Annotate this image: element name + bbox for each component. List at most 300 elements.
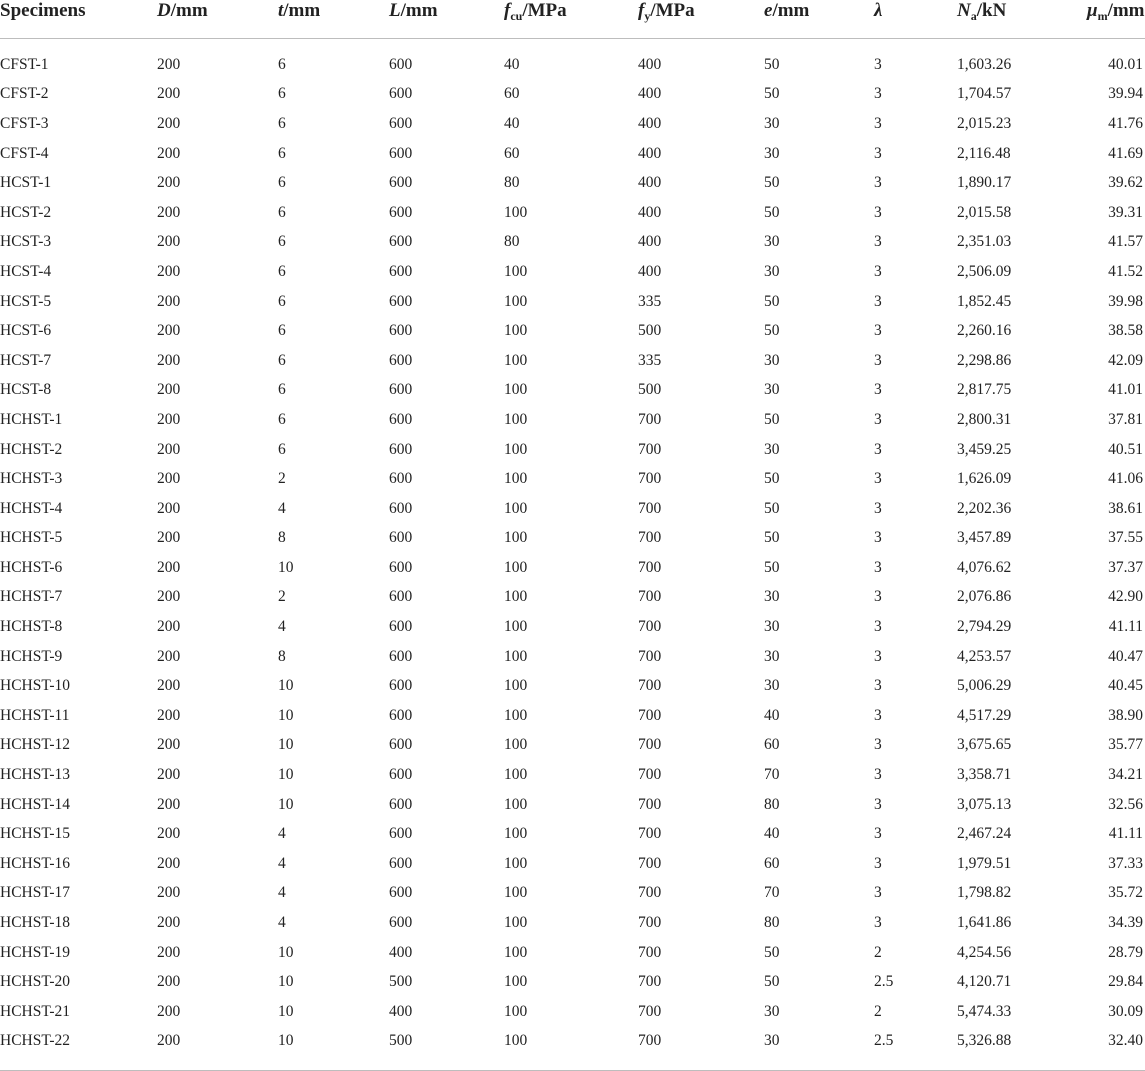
- table-cell: 400: [638, 114, 662, 132]
- table-cell: 10: [278, 795, 294, 813]
- table-row: [0, 997, 1145, 1027]
- specimen-name-cell: HCHST-21: [0, 1002, 71, 1020]
- table-cell: 38.58: [1108, 322, 1143, 340]
- table-cell: 3: [874, 322, 882, 340]
- table-cell: 5,006.29: [957, 677, 1012, 695]
- table-cell: 200: [157, 351, 181, 369]
- table-row: [0, 464, 1145, 494]
- table-cell: 42.09: [1108, 351, 1143, 369]
- specimen-name-cell: HCHST-2: [0, 440, 63, 458]
- table-cell: 10: [278, 706, 294, 724]
- table-cell: 4: [278, 884, 286, 902]
- column-header: [1087, 0, 1145, 39]
- table-cell: 10: [278, 943, 294, 961]
- table-row: [0, 50, 1145, 80]
- table-cell: 600: [389, 410, 413, 428]
- table-cell: 30: [764, 144, 780, 162]
- column-header: [957, 0, 1087, 39]
- column-header: [389, 0, 504, 39]
- table-row: [0, 612, 1145, 642]
- table-cell: 30: [764, 114, 780, 132]
- table-cell: 700: [638, 410, 662, 428]
- table-cell: 50: [764, 85, 780, 103]
- specimen-name-cell: HCST-4: [0, 262, 52, 280]
- specimen-name-cell: HCHST-5: [0, 529, 63, 547]
- table-cell: 50: [764, 292, 780, 310]
- header-symbol: f: [638, 0, 645, 21]
- table-cell: 2,015.23: [957, 114, 1012, 132]
- table-cell: 6: [278, 410, 286, 428]
- specimen-name-cell: HCHST-13: [0, 766, 71, 784]
- table-cell: 50: [764, 558, 780, 576]
- header-unit: /MPa: [522, 0, 567, 21]
- table-cell: 2: [874, 943, 882, 961]
- table-cell: 100: [504, 795, 528, 813]
- table-cell: 80: [764, 914, 780, 932]
- table-cell: 2,506.09: [957, 262, 1012, 280]
- table-cell: 3: [874, 174, 882, 192]
- specimen-name-cell: HCHST-6: [0, 558, 63, 576]
- table-cell: 700: [638, 558, 662, 576]
- table-cell: 2,298.86: [957, 351, 1012, 369]
- table-cell: 30: [764, 677, 780, 695]
- table-cell: 700: [638, 588, 662, 606]
- table-cell: 6: [278, 440, 286, 458]
- table-cell: 700: [638, 618, 662, 636]
- table-cell: 700: [638, 795, 662, 813]
- table-cell: 80: [504, 174, 520, 192]
- table-cell: 30: [764, 1002, 780, 1020]
- table-cell: 6: [278, 85, 286, 103]
- table-cell: 8: [278, 647, 286, 665]
- table-cell: 200: [157, 233, 181, 251]
- column-header: [504, 0, 638, 39]
- specimen-name-cell: HCHST-3: [0, 470, 63, 488]
- table-cell: 100: [504, 706, 528, 724]
- specimen-name-cell: HCST-1: [0, 174, 52, 192]
- table-cell: 100: [504, 766, 528, 784]
- table-cell: 3: [874, 144, 882, 162]
- table-cell: 1,641.86: [957, 914, 1012, 932]
- table-cell: 3: [874, 884, 882, 902]
- table-row: [0, 967, 1145, 997]
- table-cell: 3: [874, 292, 882, 310]
- table-cell: 39.62: [1108, 174, 1143, 192]
- table-cell: 200: [157, 854, 181, 872]
- table-cell: 42.90: [1108, 588, 1143, 606]
- header-unit: /mm: [772, 0, 810, 21]
- table-cell: 200: [157, 677, 181, 695]
- table-cell: 30: [764, 233, 780, 251]
- table-cell: 10: [278, 1032, 294, 1050]
- specimen-name-cell: HCHST-9: [0, 647, 63, 665]
- table-row: [0, 316, 1145, 346]
- table-cell: 6: [278, 203, 286, 221]
- table-cell: 100: [504, 381, 528, 399]
- column-header: [874, 0, 957, 39]
- table-row: [0, 524, 1145, 554]
- table-cell: 2,351.03: [957, 233, 1012, 251]
- table-cell: 4,120.71: [957, 973, 1012, 991]
- table-cell: 100: [504, 884, 528, 902]
- specimen-name-cell: HCHST-15: [0, 825, 71, 843]
- table-cell: 60: [504, 85, 520, 103]
- table-cell: 37.81: [1108, 410, 1143, 428]
- table-cell: 4: [278, 854, 286, 872]
- table-row: [0, 879, 1145, 909]
- table-cell: 600: [389, 914, 413, 932]
- table-cell: 200: [157, 85, 181, 103]
- table-cell: 6: [278, 322, 286, 340]
- table-cell: 200: [157, 736, 181, 754]
- table-cell: 100: [504, 351, 528, 369]
- table-cell: 40: [764, 706, 780, 724]
- table-cell: 3: [874, 647, 882, 665]
- table-cell: 6: [278, 174, 286, 192]
- table-cell: 700: [638, 766, 662, 784]
- table-cell: 3: [874, 85, 882, 103]
- table-cell: 4,254.56: [957, 943, 1012, 961]
- table-cell: 50: [764, 203, 780, 221]
- table-cell: 200: [157, 499, 181, 517]
- table-cell: 700: [638, 736, 662, 754]
- table-cell: 3: [874, 381, 882, 399]
- table-cell: 700: [638, 854, 662, 872]
- table-cell: 30: [764, 1032, 780, 1050]
- specimen-name-cell: HCHST-14: [0, 795, 71, 813]
- table-cell: 1,890.17: [957, 174, 1012, 192]
- table-cell: 3: [874, 499, 882, 517]
- table-cell: 2: [278, 470, 286, 488]
- table-cell: 200: [157, 529, 181, 547]
- header-unit: /mm: [283, 0, 321, 21]
- table-cell: 100: [504, 410, 528, 428]
- table-cell: 200: [157, 1002, 181, 1020]
- table-cell: 200: [157, 795, 181, 813]
- table-row: [0, 819, 1145, 849]
- table-cell: 8: [278, 529, 286, 547]
- table-cell: 2,794.29: [957, 618, 1012, 636]
- table-cell: 40.01: [1108, 55, 1143, 73]
- table-cell: 200: [157, 292, 181, 310]
- table-cell: 600: [389, 529, 413, 547]
- table-cell: 3: [874, 618, 882, 636]
- table-cell: 100: [504, 440, 528, 458]
- table-cell: 335: [638, 292, 662, 310]
- table-row: [0, 287, 1145, 317]
- header-subscript: cu: [510, 9, 523, 23]
- table-cell: 50: [764, 973, 780, 991]
- table-cell: 6: [278, 233, 286, 251]
- table-cell: 700: [638, 677, 662, 695]
- header-unit: /kN: [976, 0, 1007, 21]
- table-cell: 400: [638, 55, 662, 73]
- table-cell: 200: [157, 410, 181, 428]
- specimen-name-cell: HCHST-11: [0, 706, 70, 724]
- header-symbol: N: [957, 0, 971, 21]
- table-cell: 600: [389, 795, 413, 813]
- table-cell: 32.56: [1108, 795, 1143, 813]
- specimen-name-cell: CFST-3: [0, 114, 49, 132]
- specimen-name-cell: HCHST-20: [0, 973, 71, 991]
- table-cell: 700: [638, 914, 662, 932]
- table-cell: 200: [157, 825, 181, 843]
- table-cell: 30: [764, 440, 780, 458]
- table-cell: 37.33: [1108, 854, 1143, 872]
- table-cell: 2,817.75: [957, 381, 1012, 399]
- table-cell: 3,358.71: [957, 766, 1012, 784]
- table-row: [0, 938, 1145, 968]
- table-cell: 600: [389, 499, 413, 517]
- table-cell: 3: [874, 470, 882, 488]
- table-cell: 41.76: [1108, 114, 1143, 132]
- specimen-name-cell: HCHST-8: [0, 618, 63, 636]
- table-cell: 700: [638, 1032, 662, 1050]
- table-cell: 600: [389, 766, 413, 784]
- table-cell: 3: [874, 588, 882, 606]
- header-symbol: t: [278, 0, 284, 21]
- table-cell: 600: [389, 174, 413, 192]
- table-cell: 1,704.57: [957, 85, 1012, 103]
- table-cell: 3: [874, 766, 882, 784]
- table-cell: 4: [278, 618, 286, 636]
- table-cell: 4,253.57: [957, 647, 1012, 665]
- table-cell: 10: [278, 973, 294, 991]
- table-cell: 600: [389, 854, 413, 872]
- table-cell: 41.57: [1108, 233, 1143, 251]
- table-cell: 10: [278, 1002, 294, 1020]
- table-cell: 700: [638, 1002, 662, 1020]
- table-cell: 4,517.29: [957, 706, 1012, 724]
- table-cell: 37.55: [1108, 529, 1143, 547]
- table-cell: 400: [638, 144, 662, 162]
- table-cell: 200: [157, 203, 181, 221]
- table-cell: 6: [278, 262, 286, 280]
- header-subscript: y: [644, 9, 651, 23]
- header-symbol: f: [504, 0, 511, 21]
- table-cell: 700: [638, 470, 662, 488]
- table-cell: 38.61: [1108, 499, 1143, 517]
- table-row: [0, 701, 1145, 731]
- table-cell: 600: [389, 647, 413, 665]
- table-cell: 600: [389, 558, 413, 576]
- specimen-name-cell: HCST-8: [0, 381, 52, 399]
- table-cell: 100: [504, 943, 528, 961]
- table-cell: 335: [638, 351, 662, 369]
- specimen-name-cell: HCST-3: [0, 233, 52, 251]
- specimen-name-cell: HCHST-7: [0, 588, 63, 606]
- table-cell: 600: [389, 618, 413, 636]
- table-cell: 400: [638, 174, 662, 192]
- table-cell: 100: [504, 825, 528, 843]
- table-cell: 500: [638, 381, 662, 399]
- table-cell: 200: [157, 55, 181, 73]
- table-cell: 100: [504, 647, 528, 665]
- table-cell: 200: [157, 1032, 181, 1050]
- header-subscript: a: [970, 9, 977, 23]
- header-subscript: m: [1097, 9, 1108, 23]
- table-cell: 50: [764, 410, 780, 428]
- table-cell: 200: [157, 262, 181, 280]
- specimen-name-cell: HCHST-1: [0, 410, 63, 428]
- table-cell: 39.98: [1108, 292, 1143, 310]
- table-cell: 100: [504, 973, 528, 991]
- table-cell: 200: [157, 174, 181, 192]
- table-row: [0, 1027, 1145, 1057]
- table-cell: 40.51: [1108, 440, 1143, 458]
- table-cell: 3: [874, 262, 882, 280]
- table-cell: 3,457.89: [957, 529, 1012, 547]
- table-cell: 35.77: [1108, 736, 1143, 754]
- table-cell: 400: [389, 943, 413, 961]
- specimen-name-cell: CFST-4: [0, 144, 49, 162]
- table-cell: 700: [638, 440, 662, 458]
- table-cell: 700: [638, 706, 662, 724]
- table-cell: 32.40: [1108, 1032, 1143, 1050]
- table-cell: 3: [874, 706, 882, 724]
- table-cell: 5,474.33: [957, 1002, 1012, 1020]
- table-cell: 50: [764, 529, 780, 547]
- table-cell: 3: [874, 410, 882, 428]
- table-cell: 2,116.48: [957, 144, 1011, 162]
- table-cell: 2,467.24: [957, 825, 1012, 843]
- table-cell: 70: [764, 766, 780, 784]
- table-cell: 29.84: [1108, 973, 1143, 991]
- header-unit: /mm: [400, 0, 438, 21]
- table-cell: 60: [764, 854, 780, 872]
- table-cell: 3,675.65: [957, 736, 1012, 754]
- table-cell: 1,603.26: [957, 55, 1012, 73]
- table-cell: 4: [278, 914, 286, 932]
- table-cell: 200: [157, 884, 181, 902]
- table-cell: 600: [389, 292, 413, 310]
- specimen-name-cell: HCHST-22: [0, 1032, 71, 1050]
- table-cell: 1,852.45: [957, 292, 1012, 310]
- table-cell: 3: [874, 854, 882, 872]
- table-cell: 600: [389, 825, 413, 843]
- table-cell: 100: [504, 618, 528, 636]
- table-cell: 2.5: [874, 973, 894, 991]
- table-cell: 3: [874, 736, 882, 754]
- table-cell: 700: [638, 825, 662, 843]
- table-cell: 30: [764, 588, 780, 606]
- table-header: [0, 0, 1145, 39]
- table-row: [0, 790, 1145, 820]
- table-row: [0, 257, 1145, 287]
- table-cell: 200: [157, 766, 181, 784]
- table-cell: 70: [764, 884, 780, 902]
- header-symbol: e: [764, 0, 773, 21]
- table-cell: 39.94: [1108, 85, 1143, 103]
- table-cell: 6: [278, 381, 286, 399]
- table-cell: 34.39: [1108, 914, 1143, 932]
- table-cell: 1,626.09: [957, 470, 1012, 488]
- table-cell: 30: [764, 647, 780, 665]
- column-header: [0, 0, 157, 39]
- table-cell: 700: [638, 884, 662, 902]
- table-cell: 40.47: [1108, 647, 1143, 665]
- specimen-name-cell: HCST-5: [0, 292, 52, 310]
- table-cell: 3: [874, 55, 882, 73]
- table-cell: 200: [157, 943, 181, 961]
- table-cell: 41.52: [1108, 262, 1143, 280]
- table-cell: 40: [504, 55, 520, 73]
- header-unit: /mm: [170, 0, 208, 21]
- table-cell: 80: [504, 233, 520, 251]
- table-cell: 100: [504, 203, 528, 221]
- table-cell: 200: [157, 558, 181, 576]
- table-cell: 5,326.88: [957, 1032, 1012, 1050]
- table-row: [0, 405, 1145, 435]
- table-cell: 100: [504, 322, 528, 340]
- table-cell: 700: [638, 529, 662, 547]
- table-cell: 10: [278, 558, 294, 576]
- header-symbol: μ: [1087, 0, 1098, 21]
- table-row: [0, 228, 1145, 258]
- table-cell: 600: [389, 351, 413, 369]
- table-cell: 40: [764, 825, 780, 843]
- table-row: [0, 494, 1145, 524]
- header-symbol: D: [157, 0, 171, 21]
- table-cell: 200: [157, 618, 181, 636]
- table-cell: 3: [874, 233, 882, 251]
- table-cell: 6: [278, 144, 286, 162]
- table-cell: 10: [278, 677, 294, 695]
- table-cell: 2: [278, 588, 286, 606]
- table-cell: 200: [157, 706, 181, 724]
- table-cell: 50: [764, 470, 780, 488]
- specimen-name-cell: HCST-7: [0, 351, 52, 369]
- table-cell: 38.90: [1108, 706, 1143, 724]
- table-cell: 100: [504, 529, 528, 547]
- table-cell: 3: [874, 825, 882, 843]
- table-cell: 500: [638, 322, 662, 340]
- table-cell: 50: [764, 174, 780, 192]
- table-cell: 40: [504, 114, 520, 132]
- table-cell: 600: [389, 588, 413, 606]
- table-cell: 4,076.62: [957, 558, 1012, 576]
- table-cell: 50: [764, 943, 780, 961]
- table-cell: 200: [157, 588, 181, 606]
- table-cell: 3: [874, 440, 882, 458]
- table-cell: 100: [504, 292, 528, 310]
- table-cell: 100: [504, 262, 528, 280]
- table-cell: 100: [504, 854, 528, 872]
- table-cell: 40.45: [1108, 677, 1143, 695]
- table-cell: 28.79: [1108, 943, 1143, 961]
- column-header: [764, 0, 874, 39]
- table-cell: 50: [764, 55, 780, 73]
- table-cell: 600: [389, 440, 413, 458]
- table-cell: 2,202.36: [957, 499, 1012, 517]
- table-cell: 30: [764, 381, 780, 399]
- specimen-name-cell: HCHST-18: [0, 914, 71, 932]
- column-header: [157, 0, 278, 39]
- table-cell: 3: [874, 203, 882, 221]
- table-row: [0, 346, 1145, 376]
- table-row: [0, 198, 1145, 228]
- header-row: [0, 0, 1145, 39]
- table-cell: 100: [504, 1002, 528, 1020]
- table-cell: 700: [638, 647, 662, 665]
- table-cell: 6: [278, 114, 286, 132]
- table-body: [0, 39, 1145, 1071]
- table-cell: 600: [389, 262, 413, 280]
- table-cell: 34.21: [1108, 766, 1143, 784]
- table-cell: 39.31: [1108, 203, 1143, 221]
- table-row: [0, 908, 1145, 938]
- specimen-name-cell: CFST-1: [0, 55, 49, 73]
